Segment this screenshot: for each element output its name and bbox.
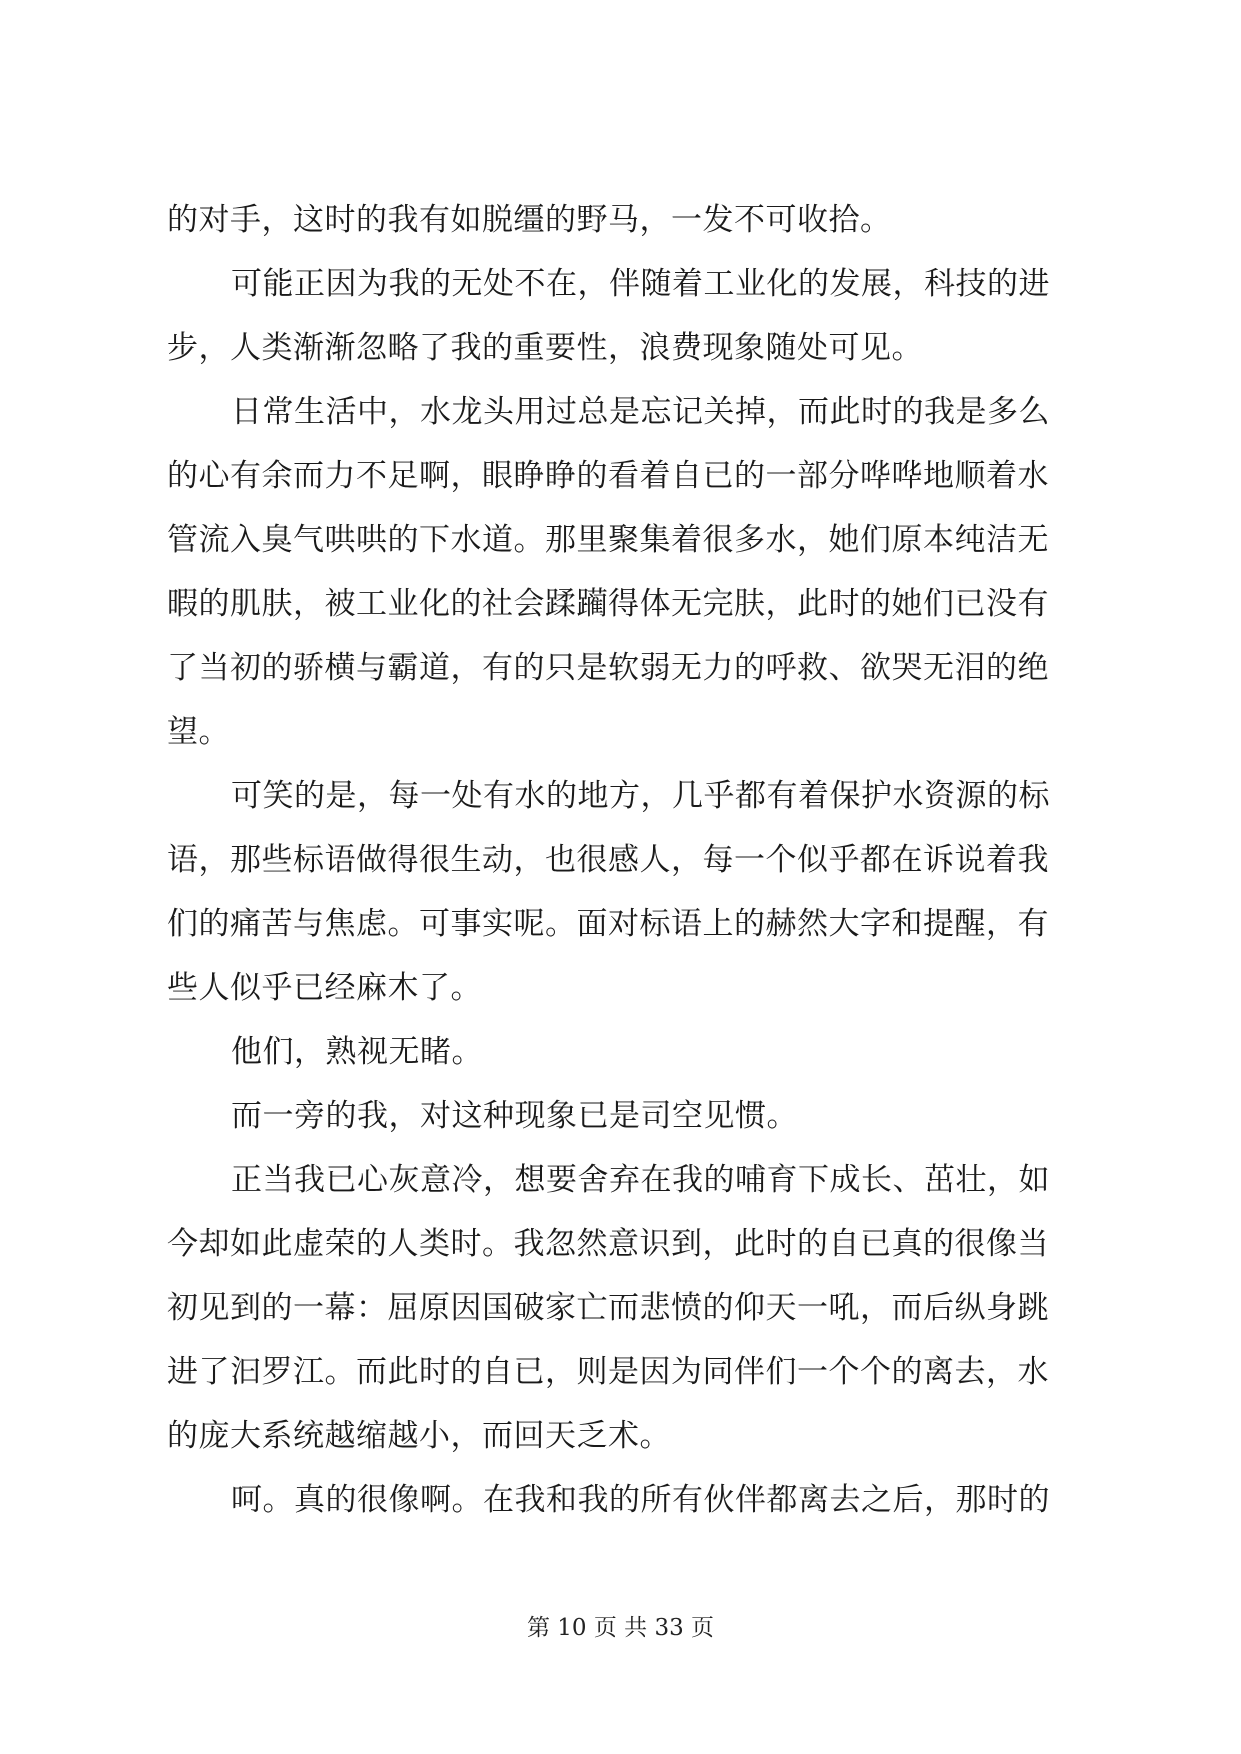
text-line: 了当初的骄横与霸道，有的只是软弱无力的呼救、欲哭无泪的绝 xyxy=(167,650,1049,686)
text-line: 望。 xyxy=(167,714,230,750)
text-line: 的庞大系统越缩越小，而回天乏术。 xyxy=(167,1418,671,1454)
text-line: 们的痛苦与焦虑。可事实呢。面对标语上的赫然大字和提醒，有 xyxy=(167,906,1049,942)
text-line: 而一旁的我，对这种现象已是司空见惯。 xyxy=(231,1098,798,1134)
text-line: 可笑的是，每一处有水的地方，几乎都有着保护水资源的标 xyxy=(231,778,1050,814)
text-line: 今却如此虚荣的人类时。我忽然意识到，此时的自已真的很像当 xyxy=(167,1226,1049,1262)
text-line: 日常生活中，水龙头用过总是忘记关掉，而此时的我是多么 xyxy=(231,394,1050,430)
text-line: 的对手，这时的我有如脱缰的野马，一发不可收拾。 xyxy=(167,202,892,238)
text-line: 语，那些标语做得很生动，也很感人，每一个似乎都在诉说着我 xyxy=(167,842,1049,878)
text-line: 正当我已心灰意冷，想要舍弃在我的哺育下成长、茁壮，如 xyxy=(231,1162,1050,1198)
text-line: 暇的肌肤，被工业化的社会蹂躏得体无完肤，此时的她们已没有 xyxy=(167,586,1049,622)
text-line: 步，人类渐渐忽略了我的重要性，浪费现象随处可见。 xyxy=(167,330,923,366)
text-line: 些人似乎已经麻木了。 xyxy=(167,970,482,1006)
text-line: 呵。真的很像啊。在我和我的所有伙伴都离去之后，那时的 xyxy=(231,1482,1050,1518)
text-line: 管流入臭气哄哄的下水道。那里聚集着很多水，她们原本纯洁无 xyxy=(167,522,1049,558)
page-number: 第 10 页 共 33 页 xyxy=(526,1615,715,1641)
text-line: 初见到的一幕：屈原因国破家亡而悲愤的仰天一吼，而后纵身跳 xyxy=(167,1290,1049,1326)
text-line: 的心有余而力不足啊，眼睁睁的看着自已的一部分哗哗地顺着水 xyxy=(167,458,1049,494)
text-line: 可能正因为我的无处不在，伴随着工业化的发展，科技的进 xyxy=(231,266,1050,302)
text-line: 进了汩罗江。而此时的自已，则是因为同伴们一个个的离去，水 xyxy=(167,1354,1049,1390)
text-line: 他们，熟视无睹。 xyxy=(231,1034,483,1070)
